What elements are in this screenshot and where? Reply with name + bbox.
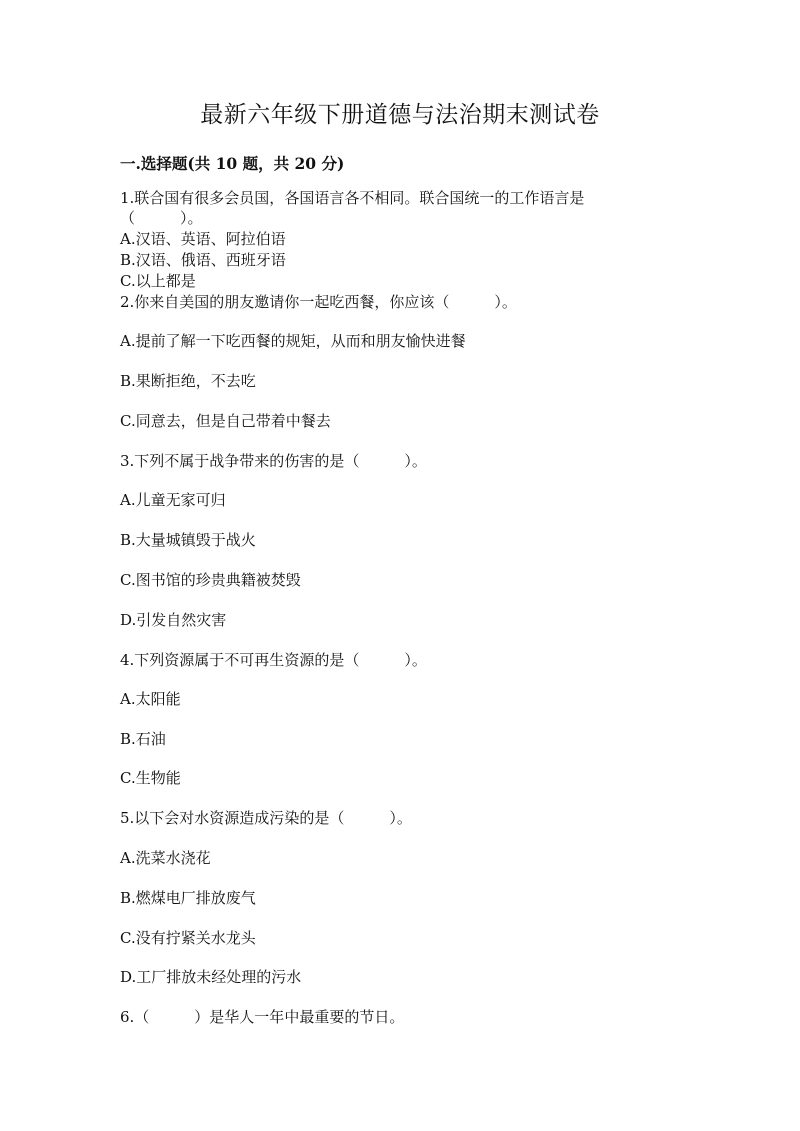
q1-option-b: B.汉语、俄语、西班牙语 [120, 251, 286, 269]
page-title: 最新六年级下册道德与法治期末测试卷 [200, 102, 600, 128]
q4-option-c: C.生物能 [120, 769, 181, 787]
q3-stem: 3.下列不属于战争带来的伤害的是（ ）。 [120, 452, 427, 470]
q1-option-a: A.汉语、英语、阿拉伯语 [120, 230, 286, 248]
q2-option-a: A.提前了解一下吃西餐的规矩，从而和朋友愉快进餐 [120, 332, 466, 350]
q3-option-c: C.图书馆的珍贵典籍被焚毁 [120, 571, 301, 589]
q1-stem-line2: （ ）。 [120, 209, 203, 227]
q4-stem: 4.下列资源属于不可再生资源的是（ ）。 [120, 651, 427, 669]
q5-option-c: C.没有拧紧关水龙头 [120, 929, 256, 947]
section-heading: 一.选择题(共 10 题，共 20 分) [120, 154, 345, 173]
q1-stem-line1: 1.联合国有很多会员国，各国语言各不相同。联合国统一的工作语言是 [120, 189, 585, 207]
q4-option-a: A.太阳能 [120, 690, 181, 708]
q3-option-a: A.儿童无家可归 [120, 491, 226, 509]
q5-stem: 5.以下会对水资源造成污染的是（ ）。 [120, 809, 412, 827]
q6-stem: 6.（ ）是华人一年中最重要的节日。 [120, 1008, 405, 1026]
q2-stem: 2.你来自美国的朋友邀请你一起吃西餐，你应该（ ）。 [120, 293, 517, 311]
q2-option-b: B.果断拒绝，不去吃 [120, 372, 256, 390]
q5-option-d: D.工厂排放未经处理的污水 [120, 968, 302, 986]
q5-option-b: B.燃煤电厂排放废气 [120, 889, 256, 907]
q5-option-a: A.洗菜水浇花 [120, 849, 211, 867]
q3-option-b: B.大量城镇毁于战火 [120, 531, 256, 549]
q1-option-c: C.以上都是 [120, 272, 196, 290]
q2-option-c: C.同意去，但是自己带着中餐去 [120, 412, 331, 430]
q3-option-d: D.引发自然灾害 [120, 611, 227, 629]
q4-option-b: B.石油 [120, 730, 166, 748]
